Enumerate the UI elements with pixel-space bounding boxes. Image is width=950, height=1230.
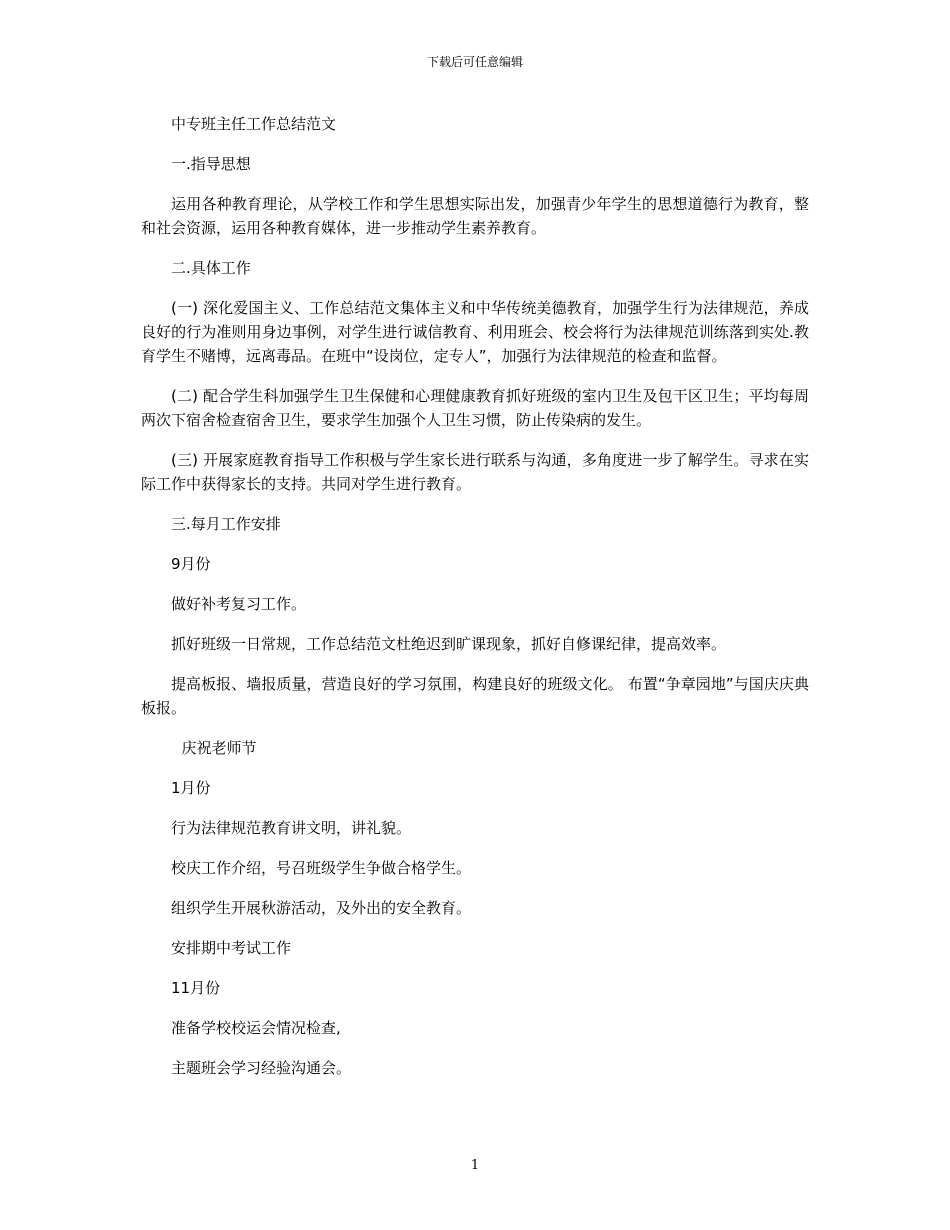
document-body [141,112,809,1096]
paragraph-item-1: (一) 深化爱国主义、工作总结范文集体主义和中华传统美德教育，加强学生行为法律规范，养成良好的行为准则用身边事例，对学生进行诚信教育、利用班会、校会将行为法律规范训练落到实处.教育学生不赌博，远离毒品。在班中“设岗位，定专人”，加强行为法律规范的检查和监督。 [141,299,809,365]
section-heading-specific-work: 二.具体工作 [171,259,251,277]
page-header: 下载后可任意编辑 [426,55,523,69]
september-task-3: 提高板报、墙报质量，营造良好的学习氛围，构建良好的班级文化。 布置“争章园地”与国庆庆典板报。 [141,675,809,717]
january-task-4: 安排期中考试工作 [171,939,292,957]
january-task-1: 行为法律规范教育讲文明，讲礼貌。 [171,819,412,837]
section-heading-guiding-thought: 一.指导思想 [171,155,251,173]
page-number: 1 [470,1158,480,1173]
month-heading-january: 1月份 [171,779,211,797]
month-heading-september: 9月份 [171,555,211,573]
paragraph-item-2: (二) 配合学生科加强学生卫生保健和心理健康教育抓好班级的室内卫生及包干区卫生；平均每周两次下宿舍检查宿舍卫生，要求学生加强个人卫生习惯，防止传染病的发生。 [141,387,809,429]
month-heading-november: 11月份 [171,979,221,997]
september-task-1: 做好补考复习工作。 [171,595,307,613]
section-heading-monthly-plan: 三.每月工作安排 [171,515,281,533]
document-title: 中专班主任工作总结范文 [171,115,337,133]
january-task-2: 校庆工作介绍，号召班级学生争做合格学生。 [171,859,472,877]
september-task-4: 庆祝老师节 [181,739,257,757]
november-task-2: 主题班会学习经验沟通会。 [171,1059,352,1077]
paragraph-item-3: (三) 开展家庭教育指导工作积极与学生家长进行联系与沟通，多角度进一步了解学生。寻求在实际工作中获得家长的支持。共同对学生进行教育。 [141,451,809,493]
paragraph-guiding-thought: 运用各种教育理论，从学校工作和学生思想实际出发，加强青少年学生的思想道德行为教育，整和社会资源，运用各种教育媒体，进一步推动学生素养教育。 [141,195,809,237]
september-task-2: 抓好班级一日常规，工作总结范文杜绝迟到旷课现象，抓好自修课纪律，提高效率。 [171,635,727,653]
january-task-3: 组织学生开展秋游活动，及外出的安全教育。 [171,899,472,917]
november-task-1: 准备学校校运会情况检查, [171,1019,341,1037]
